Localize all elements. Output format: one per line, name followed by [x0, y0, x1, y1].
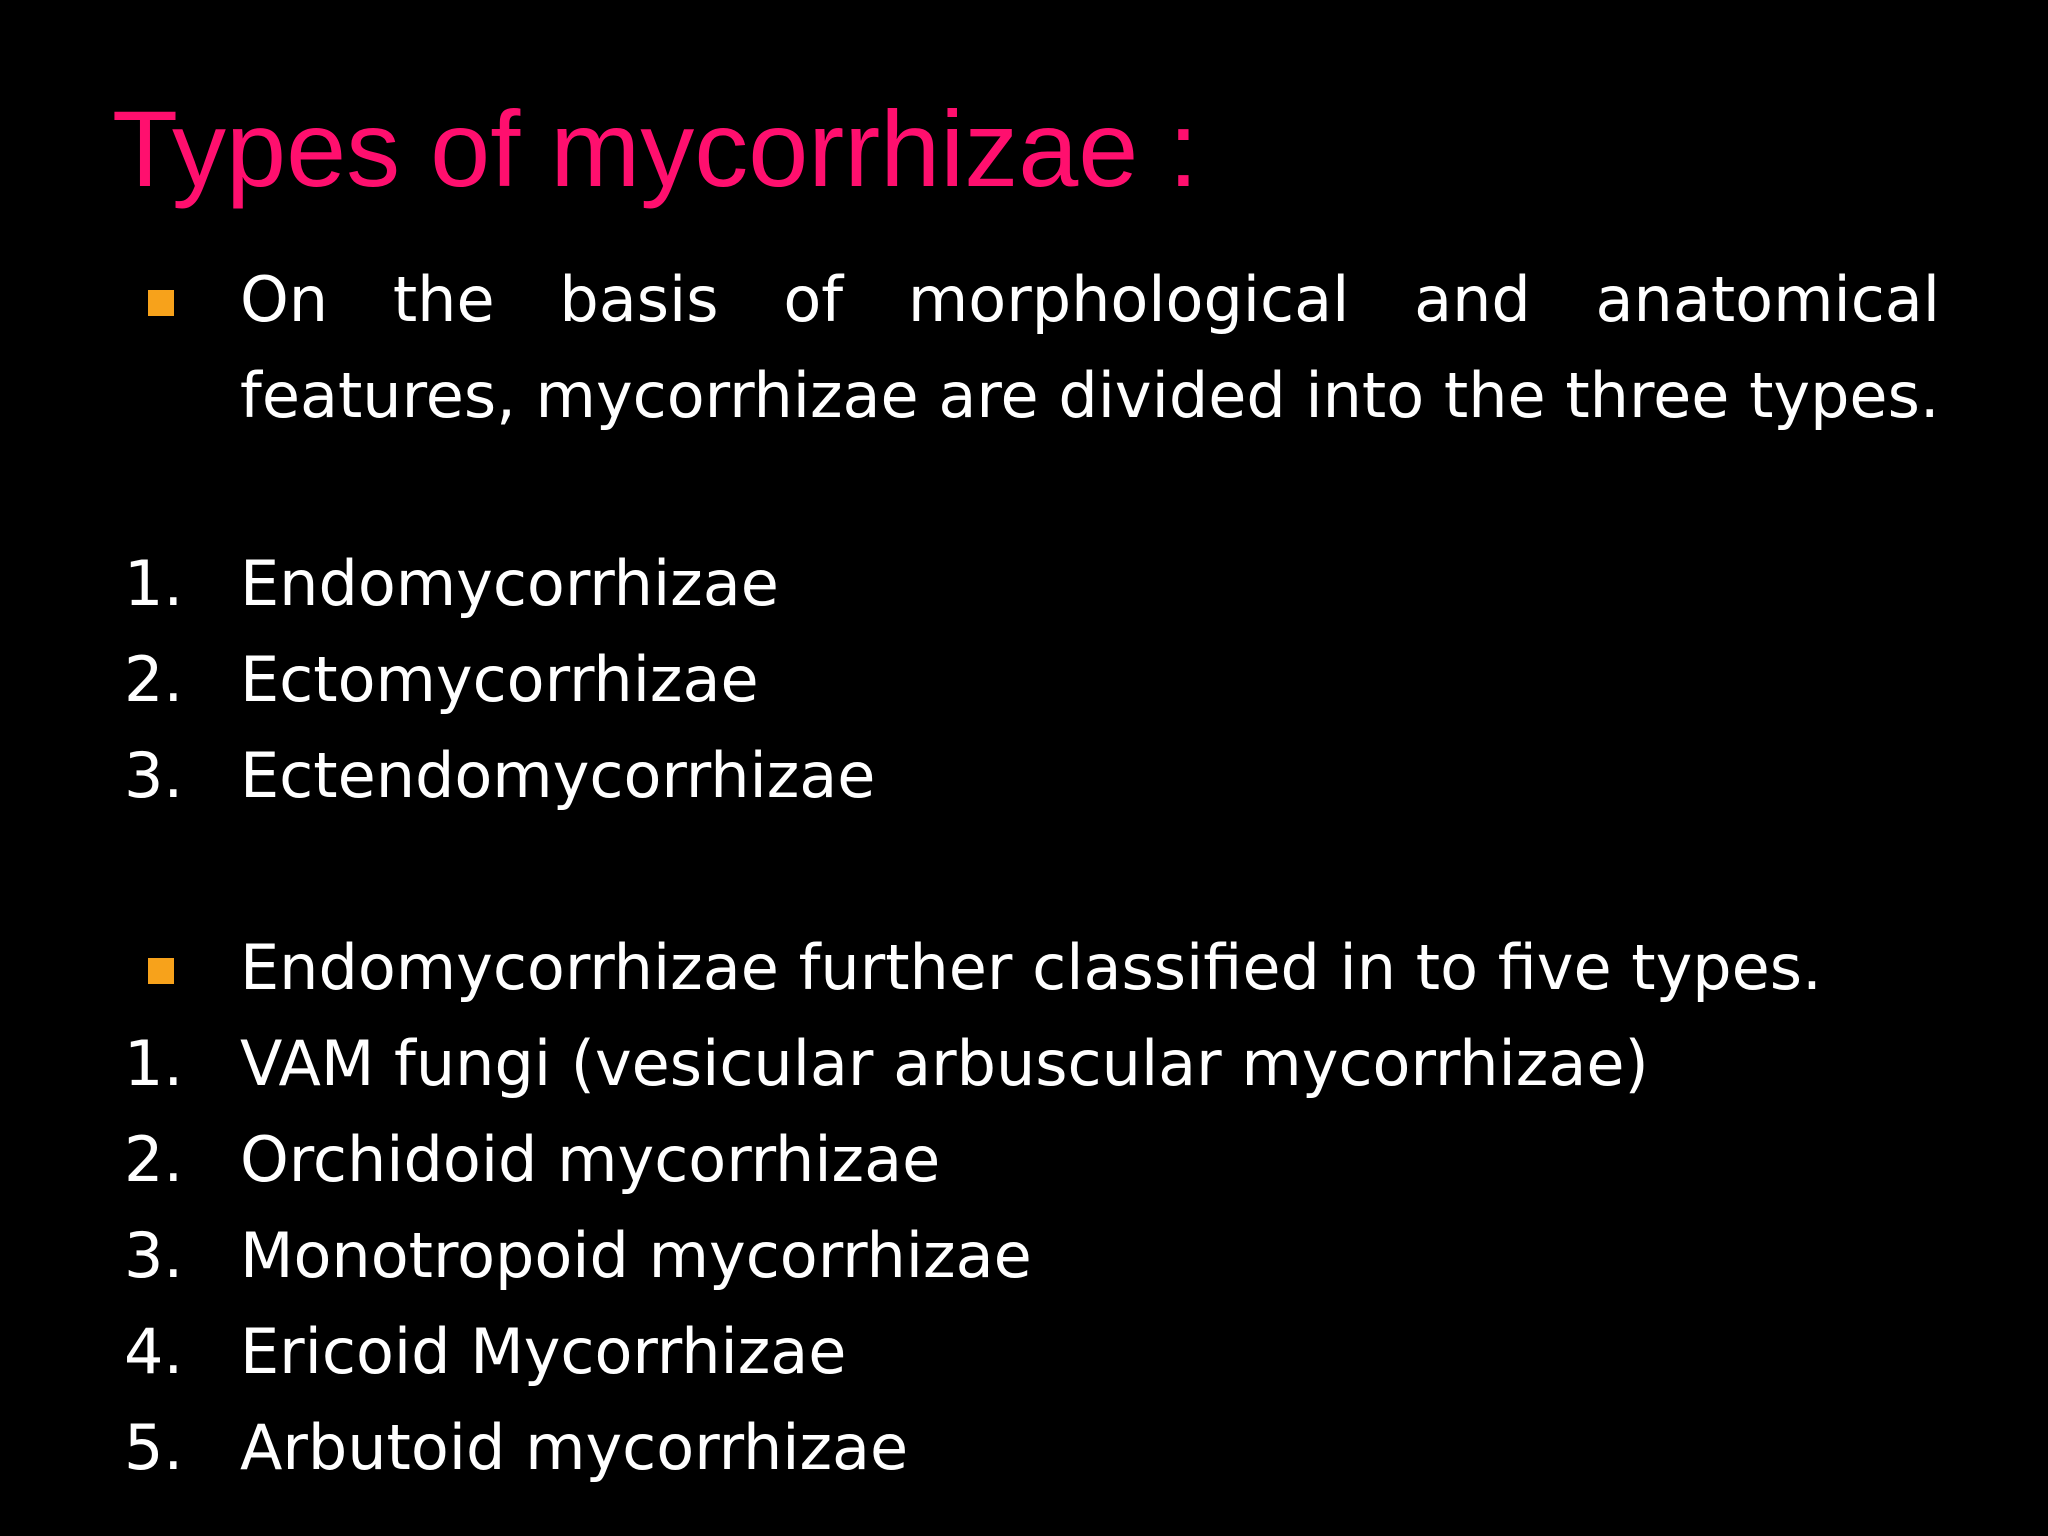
list-item: [0, 728, 2048, 824]
bullet-square-icon: [148, 290, 174, 316]
list-text: Monotropoid mycorrhizae: [240, 1219, 1032, 1292]
list-number: 3.: [124, 739, 184, 812]
list-item: [0, 536, 2048, 632]
list-number: 2.: [124, 643, 184, 716]
list-text: Endomycorrhizae: [240, 547, 779, 620]
list-number: 4.: [124, 1315, 184, 1388]
list-item: [0, 1016, 2048, 1112]
list-item: [0, 632, 2048, 728]
slide-title: Types of mycorrhizae :: [112, 88, 1199, 209]
list-number: 1.: [124, 1027, 184, 1100]
list-number: 2.: [124, 1123, 184, 1196]
list-text: Arbutoid mycorrhizae: [240, 1411, 909, 1484]
list-text: Orchidoid mycorrhizae: [240, 1123, 941, 1196]
bullet-paragraph-2: Endomycorrhizae further classified in to five types.: [240, 931, 1822, 1004]
list-item: [0, 1304, 2048, 1400]
list-number: 3.: [124, 1219, 184, 1292]
list-item: [0, 1208, 2048, 1304]
list-text: Ericoid Mycorrhizae: [240, 1315, 847, 1388]
list-text: Ectomycorrhizae: [240, 643, 759, 716]
list-number: 1.: [124, 547, 184, 620]
bullet-paragraph-1: On the basis of morphological and anatomical features, mycorrhizae are divided into the three types.: [240, 263, 1940, 432]
list-number: 5.: [124, 1411, 184, 1484]
bullet-item: [0, 920, 2048, 1016]
list-text: VAM fungi (vesicular arbuscular mycorrhizae): [240, 1027, 1649, 1100]
list-item: [0, 1112, 2048, 1208]
list-text: Ectendomycorrhizae: [240, 739, 876, 812]
list-item: [0, 1400, 2048, 1496]
